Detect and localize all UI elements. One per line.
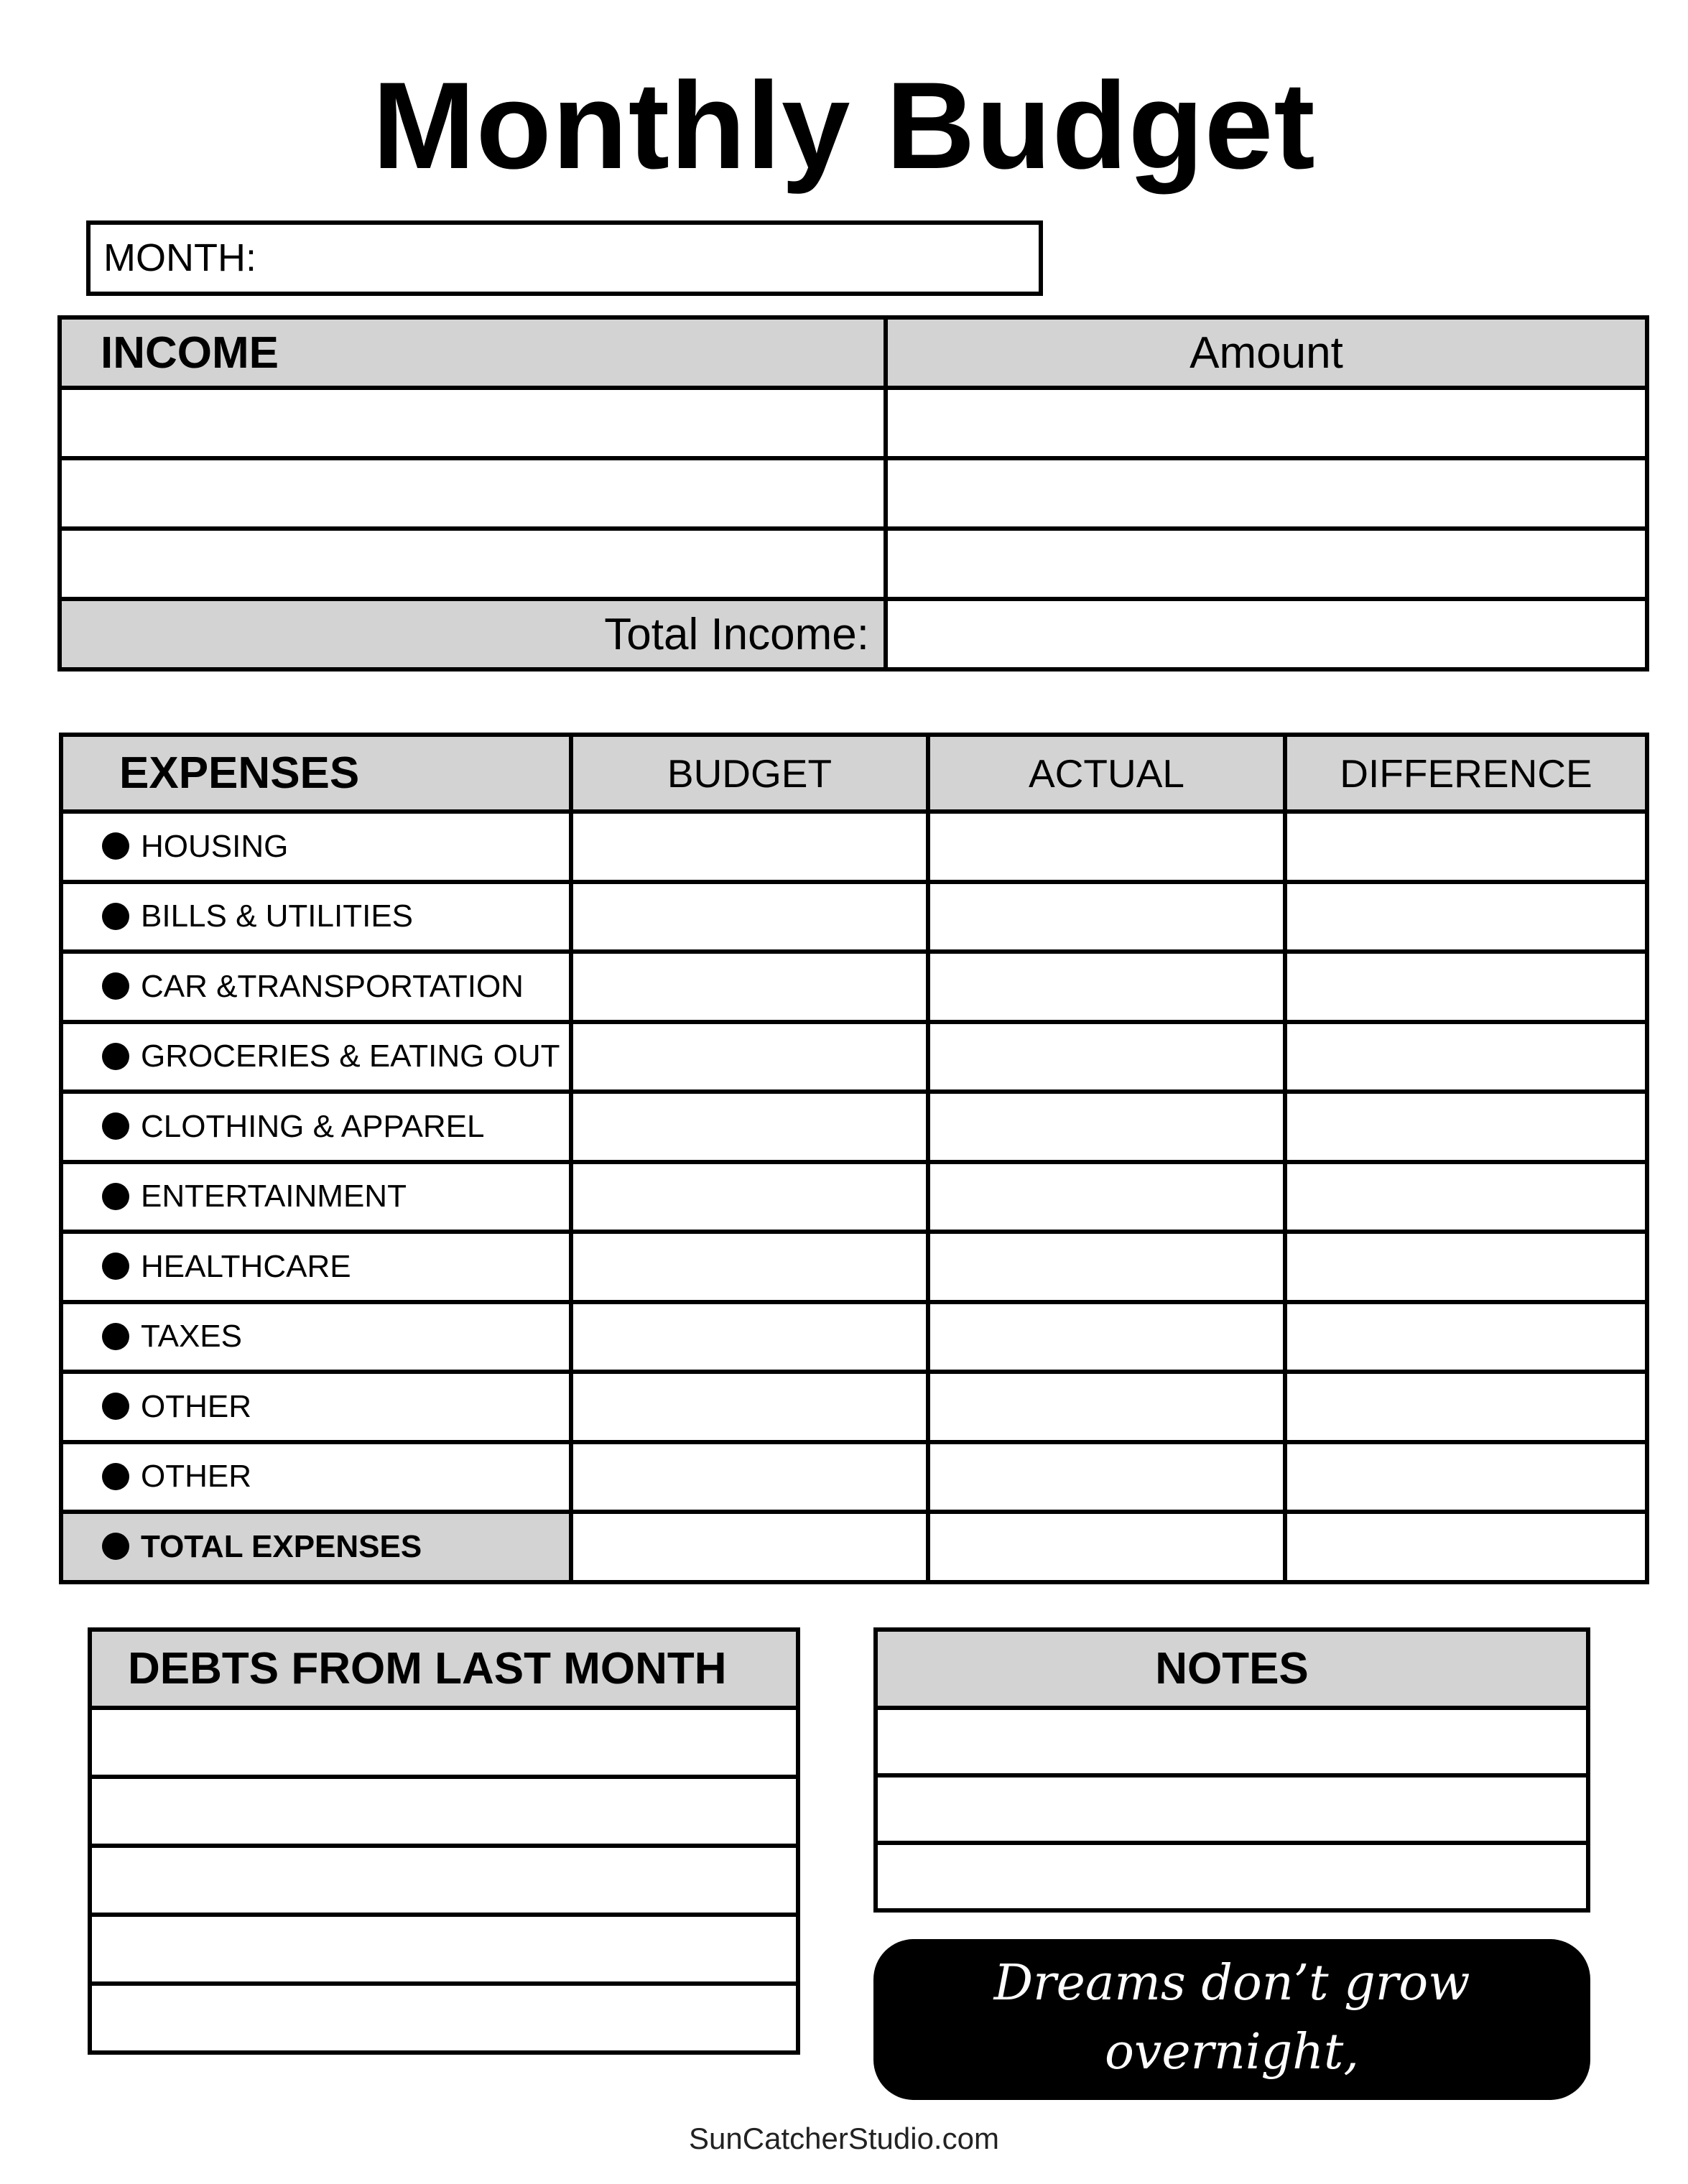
difference-cell[interactable] bbox=[1285, 1162, 1647, 1232]
budget-cell[interactable] bbox=[571, 812, 928, 882]
budget-cell[interactable] bbox=[571, 1512, 928, 1582]
bullet-icon bbox=[102, 1112, 129, 1140]
total-expenses-label-cell bbox=[61, 1512, 571, 1582]
month-label: MONTH: bbox=[103, 236, 256, 279]
budget-cell[interactable] bbox=[571, 1022, 928, 1092]
income-amount-cell[interactable] bbox=[886, 458, 1647, 529]
amount-heading: Amount bbox=[886, 317, 1647, 388]
note-cell[interactable] bbox=[876, 1843, 1588, 1910]
bullet-icon bbox=[102, 903, 129, 930]
expense-row bbox=[61, 1442, 1647, 1512]
expense-category-label: CLOTHING & APPAREL bbox=[141, 1108, 485, 1144]
note-row bbox=[876, 1775, 1588, 1843]
income-row bbox=[60, 529, 1647, 599]
budget-cell[interactable] bbox=[571, 1232, 928, 1302]
difference-cell[interactable] bbox=[1285, 1022, 1647, 1092]
quote-line: Dreams don’t grow overnight, bbox=[993, 1955, 1470, 2081]
income-amount-cell[interactable] bbox=[886, 529, 1647, 599]
actual-cell[interactable] bbox=[928, 1372, 1285, 1442]
bullet-icon bbox=[102, 1323, 129, 1350]
expense-category-label: OTHER bbox=[141, 1388, 251, 1424]
debts-header-row bbox=[90, 1630, 798, 1708]
quote-banner bbox=[873, 1939, 1590, 2150]
difference-cell[interactable] bbox=[1285, 1232, 1647, 1302]
bullet-icon bbox=[102, 972, 129, 1000]
difference-cell[interactable] bbox=[1285, 1302, 1647, 1372]
debts-table bbox=[88, 1627, 800, 2055]
debt-row bbox=[90, 1984, 798, 2053]
bullet-icon bbox=[102, 1533, 129, 1560]
actual-cell[interactable] bbox=[928, 882, 1285, 952]
difference-cell[interactable] bbox=[1285, 812, 1647, 882]
actual-cell[interactable] bbox=[928, 1302, 1285, 1372]
expense-rows bbox=[61, 812, 1647, 1582]
bullet-icon bbox=[102, 1183, 129, 1210]
notes-heading: NOTES bbox=[876, 1630, 1588, 1708]
budget-cell[interactable] bbox=[571, 1302, 928, 1372]
actual-cell[interactable] bbox=[928, 812, 1285, 882]
difference-cell[interactable] bbox=[1285, 1442, 1647, 1512]
income-header-row bbox=[60, 317, 1647, 388]
budget-cell[interactable] bbox=[571, 952, 928, 1022]
difference-cell[interactable] bbox=[1285, 882, 1647, 952]
actual-cell[interactable] bbox=[928, 1442, 1285, 1512]
note-cell[interactable] bbox=[876, 1775, 1588, 1843]
expense-category-cell bbox=[61, 1232, 571, 1302]
income-source-cell[interactable] bbox=[60, 529, 886, 599]
bullet-icon bbox=[102, 1393, 129, 1420]
expense-category-cell bbox=[61, 952, 571, 1022]
expense-category-label: OTHER bbox=[141, 1459, 251, 1495]
budget-cell[interactable] bbox=[571, 1162, 928, 1232]
actual-heading: ACTUAL bbox=[928, 735, 1285, 812]
expense-category-cell bbox=[61, 812, 571, 882]
difference-cell[interactable] bbox=[1285, 1512, 1647, 1582]
total-income-row bbox=[60, 599, 1647, 669]
expense-row bbox=[61, 1092, 1647, 1162]
note-cell[interactable] bbox=[876, 1708, 1588, 1775]
bullet-icon bbox=[102, 832, 129, 860]
expense-category-cell bbox=[61, 1022, 571, 1092]
expense-row bbox=[61, 1302, 1647, 1372]
budget-cell[interactable] bbox=[571, 1092, 928, 1162]
expense-category-cell bbox=[61, 882, 571, 952]
debt-cell[interactable] bbox=[90, 1777, 798, 1846]
actual-cell[interactable] bbox=[928, 1232, 1285, 1302]
notes-header-row bbox=[876, 1630, 1588, 1708]
budget-cell[interactable] bbox=[571, 1372, 928, 1442]
income-source-cell[interactable] bbox=[60, 388, 886, 458]
debt-cell[interactable] bbox=[90, 1708, 798, 1777]
income-amount-cell[interactable] bbox=[886, 388, 1647, 458]
income-heading: INCOME bbox=[60, 317, 886, 388]
debt-row bbox=[90, 1777, 798, 1846]
budget-cell[interactable] bbox=[571, 882, 928, 952]
total-income-label: Total Income: bbox=[60, 599, 886, 669]
debt-row bbox=[90, 1708, 798, 1777]
actual-cell[interactable] bbox=[928, 1092, 1285, 1162]
income-row bbox=[60, 388, 1647, 458]
expenses-table bbox=[59, 733, 1649, 1584]
debt-cell[interactable] bbox=[90, 1915, 798, 1984]
expense-category-label: GROCERIES & EATING OUT bbox=[141, 1038, 560, 1074]
difference-cell[interactable] bbox=[1285, 1372, 1647, 1442]
expense-category-cell bbox=[61, 1092, 571, 1162]
expense-row bbox=[61, 1022, 1647, 1092]
bullet-icon bbox=[102, 1043, 129, 1070]
expense-category-label: HOUSING bbox=[141, 828, 289, 864]
expense-category-label: HEALTHCARE bbox=[141, 1248, 351, 1284]
total-income-cell[interactable] bbox=[886, 599, 1647, 669]
expense-row bbox=[61, 952, 1647, 1022]
expense-row bbox=[61, 1162, 1647, 1232]
debt-row bbox=[90, 1846, 798, 1915]
income-row bbox=[60, 458, 1647, 529]
expense-category-cell bbox=[61, 1372, 571, 1442]
debt-cell[interactable] bbox=[90, 1846, 798, 1915]
difference-cell[interactable] bbox=[1285, 952, 1647, 1022]
actual-cell[interactable] bbox=[928, 1162, 1285, 1232]
expense-row bbox=[61, 1232, 1647, 1302]
difference-heading: DIFFERENCE bbox=[1285, 735, 1647, 812]
actual-cell[interactable] bbox=[928, 1022, 1285, 1092]
month-field[interactable] bbox=[86, 220, 1043, 296]
note-row bbox=[876, 1708, 1588, 1775]
expense-row bbox=[61, 812, 1647, 882]
expense-category-cell bbox=[61, 1162, 571, 1232]
quote-line: they grow daily. bbox=[1035, 2093, 1429, 2150]
budget-heading: BUDGET bbox=[571, 735, 928, 812]
footer-credit: SunCatcherStudio.com bbox=[689, 2122, 999, 2155]
difference-cell[interactable] bbox=[1285, 1092, 1647, 1162]
expense-category-cell bbox=[61, 1442, 571, 1512]
expense-category-label: ENTERTAINMENT bbox=[141, 1179, 407, 1214]
expenses-header-row bbox=[61, 735, 1647, 812]
expense-category-label: TAXES bbox=[141, 1319, 243, 1354]
expense-row bbox=[61, 1372, 1647, 1442]
debt-cell[interactable] bbox=[90, 1984, 798, 2053]
expense-row bbox=[61, 882, 1647, 952]
actual-cell[interactable] bbox=[928, 1512, 1285, 1582]
income-table bbox=[57, 315, 1649, 672]
bullet-icon bbox=[102, 1253, 129, 1280]
debt-row bbox=[90, 1915, 798, 1984]
actual-cell[interactable] bbox=[928, 952, 1285, 1022]
note-row bbox=[876, 1843, 1588, 1910]
total-expenses-label: TOTAL EXPENSES bbox=[141, 1528, 422, 1564]
total-expenses-row bbox=[61, 1512, 1647, 1582]
income-source-cell[interactable] bbox=[60, 458, 886, 529]
bullet-icon bbox=[102, 1463, 129, 1490]
page-title: Monthly Budget bbox=[372, 57, 1316, 195]
notes-table bbox=[873, 1627, 1590, 1913]
expense-category-label: BILLS & UTILITIES bbox=[141, 898, 414, 934]
expenses-heading: EXPENSES bbox=[61, 735, 571, 812]
expense-category-label: CAR &TRANSPORTATION bbox=[141, 968, 524, 1004]
debts-heading: DEBTS FROM LAST MONTH bbox=[90, 1630, 798, 1708]
expense-category-cell bbox=[61, 1302, 571, 1372]
budget-cell[interactable] bbox=[571, 1442, 928, 1512]
